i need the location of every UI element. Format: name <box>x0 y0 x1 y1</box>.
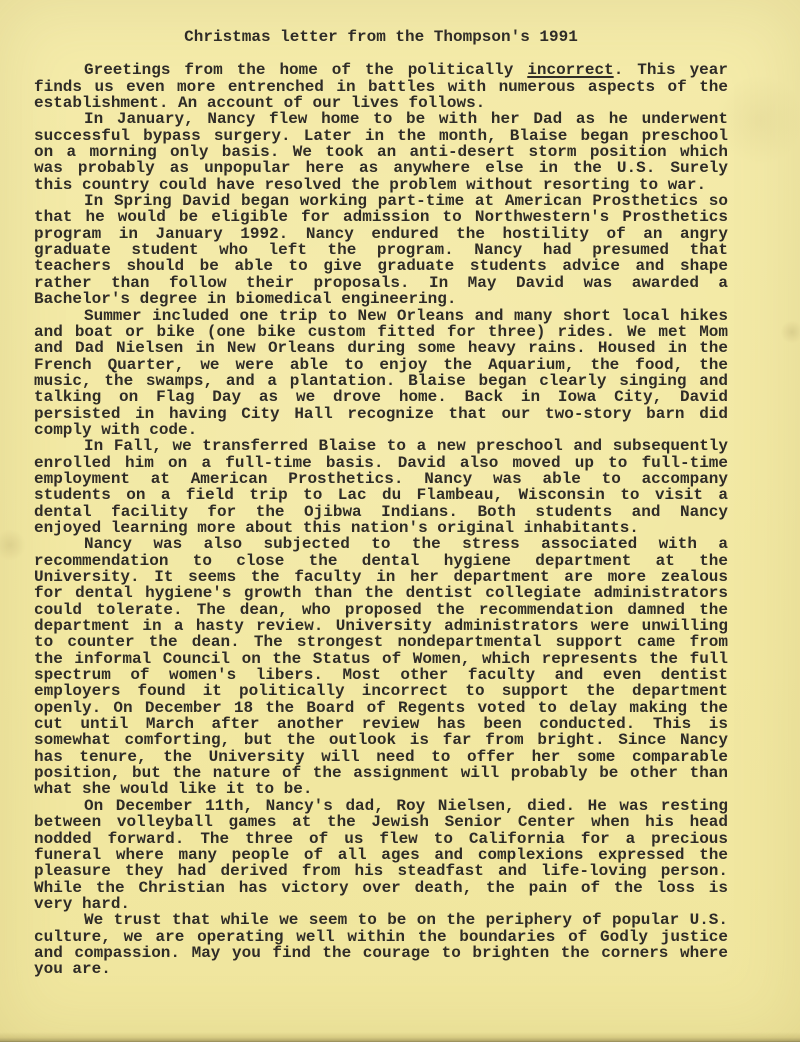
letter-line: spectrum of women's libers. Most other faculty and even dentist <box>34 667 728 684</box>
letter-line: the informal Council on the Status of Women, which represents the full <box>34 650 728 668</box>
letter-line: recommendation to close the dental hygiene department at the <box>34 552 728 569</box>
letter-line: pleasure they had derived from his steadfast and life-loving person. <box>34 863 728 880</box>
letter-line: While the Christian has victory over death, the pain of the loss is <box>34 879 728 896</box>
letter-line: could tolerate. The dean, who proposed the recommendation damned the <box>34 601 728 619</box>
letter-line: enrolled him on a full-time basis. David also moved up to full-time <box>34 454 728 471</box>
letter-line: between volleyball games at the Jewish Senior Center when his head <box>34 814 728 831</box>
letter-line: music, the swamps, and a plantation. Blaise began clearly singing and <box>34 372 728 390</box>
letter-line: Summer included one trip to New Orleans and many short local hikes <box>84 307 728 324</box>
letter-line: Greetings from the home of the politically incorrect. This year <box>84 62 728 79</box>
letter-line: openly. On December 18 the Board of Regents voted to delay making the <box>34 699 728 717</box>
paragraph <box>34 193 728 307</box>
page-bottom-edge <box>0 1032 800 1042</box>
letter-line: to counter the dean. The strongest nondepartmental support came from <box>34 634 728 651</box>
letter-line: enjoyed learning more about this nation's original inhabitants. <box>34 519 639 537</box>
letter-line: students on a field trip to Lac du Flambeau, Wisconsin to visit a <box>34 487 728 504</box>
letter-line: In Spring David began working part-time at American Prosthetics so <box>84 193 728 210</box>
letter-line: employment at American Prosthetics. Nancy was able to accompany <box>34 470 728 488</box>
letter-line: dental facility for the Ojibwa Indians. Both students and Nancy <box>34 503 728 520</box>
letter-line: persisted in having City Hall recognize that our two-story barn did <box>34 405 728 422</box>
letter-line: comply with code. <box>34 421 198 439</box>
letter-line: for dental hygiene's growth than the dentist collegiate administrators <box>34 585 728 602</box>
letter-line: talking on Flag Day as we drove home. Back in Iowa City, David <box>34 389 728 406</box>
paragraph <box>34 62 728 111</box>
letter-line: position, but the nature of the assignment will probably be other than <box>34 765 728 782</box>
letter-line: employers found it politically incorrect to support the department <box>34 683 728 700</box>
paragraph <box>34 798 728 912</box>
letter-line: this country could have resolved the problem without resorting to war. <box>34 176 707 194</box>
letter-line: We trust that while we seem to be on the periphery of popular U.S. <box>84 912 728 929</box>
paragraph <box>34 111 728 193</box>
letter-line: culture, we are operating well within the boundaries of Godly justice <box>34 928 728 945</box>
letter-line: program in January 1992. Nancy endured the hostility of an angry <box>34 225 728 243</box>
letter-line: Nancy was also subjected to the stress associated with a <box>84 536 728 553</box>
letter-line: cut until March after another review has been conducted. This is <box>34 716 728 733</box>
letter-line: on a morning only basis. We took an anti-desert storm position which <box>34 144 728 161</box>
letter-line: that he would be eligible for admission to Northwestern's Prosthetics <box>34 209 728 226</box>
letter-line: successful bypass surgery. Later in the month, Blaise began preschool <box>34 127 728 145</box>
letter-line: establishment. An account of our lives follows. <box>34 95 486 112</box>
letter-line: In January, Nancy flew home to be with her Dad as he underwent <box>84 111 728 128</box>
letter-line: and boat or bike (one bike custom fitted for three) rides. We met Mom <box>34 323 728 341</box>
letter-line: funeral where many people of all ages and complexions expressed the <box>34 846 728 864</box>
letter-column <box>34 29 728 978</box>
letter-line: finds us even more entrenched in battles with numerous aspects of the <box>34 78 728 96</box>
letter-line: was probably as unpopular here as anywhere else in the U.S. Surely <box>34 160 728 177</box>
letter-line: you are. <box>34 961 111 978</box>
letter-line: rather than follow their proposals. In May David was awarded a <box>34 274 728 292</box>
letter-line: and compassion. May you find the courage to brighten the corners where <box>34 944 728 962</box>
letter-line: University. It seems the faculty in her department are more zealous <box>34 569 728 586</box>
letter-line: has tenure, the University will need to offer her some comparable <box>34 748 728 766</box>
letter-line: French Quarter, we were able to enjoy the Aquarium, the food, the <box>34 356 728 373</box>
letter-line: Bachelor's degree in biomedical engineering. <box>34 291 457 308</box>
letter-body <box>34 62 728 977</box>
letter-title: Christmas letter from the Thompson's 1991 <box>184 28 578 46</box>
letter-line: somewhat comforting, but the outlook is far from bright. Since Nancy <box>34 732 728 749</box>
paragraph <box>34 438 728 536</box>
letter-line: nodded forward. The three of us flew to California for a precious <box>34 830 728 847</box>
paragraph <box>34 912 728 977</box>
letter-line: department in a hasty review. University administrators were unwilling <box>34 618 728 635</box>
paragraph <box>34 536 728 798</box>
letter-line: In Fall, we transferred Blaise to a new preschool and subsequently <box>84 438 728 455</box>
letter-line: and Dad Nielsen in New Orleans during some heavy rains. Housed in the <box>34 340 728 357</box>
letter-line: On December 11th, Nancy's dad, Roy Nielsen, died. He was resting <box>84 797 728 815</box>
letter-line: graduate student who left the program. Nancy had presumed that <box>34 242 728 259</box>
letter-line: what she would like it to be. <box>34 781 313 798</box>
paragraph <box>34 308 728 439</box>
letter-line: very hard. <box>34 895 131 913</box>
letter-line: teachers should be able to give graduate students advice and shape <box>34 258 728 275</box>
